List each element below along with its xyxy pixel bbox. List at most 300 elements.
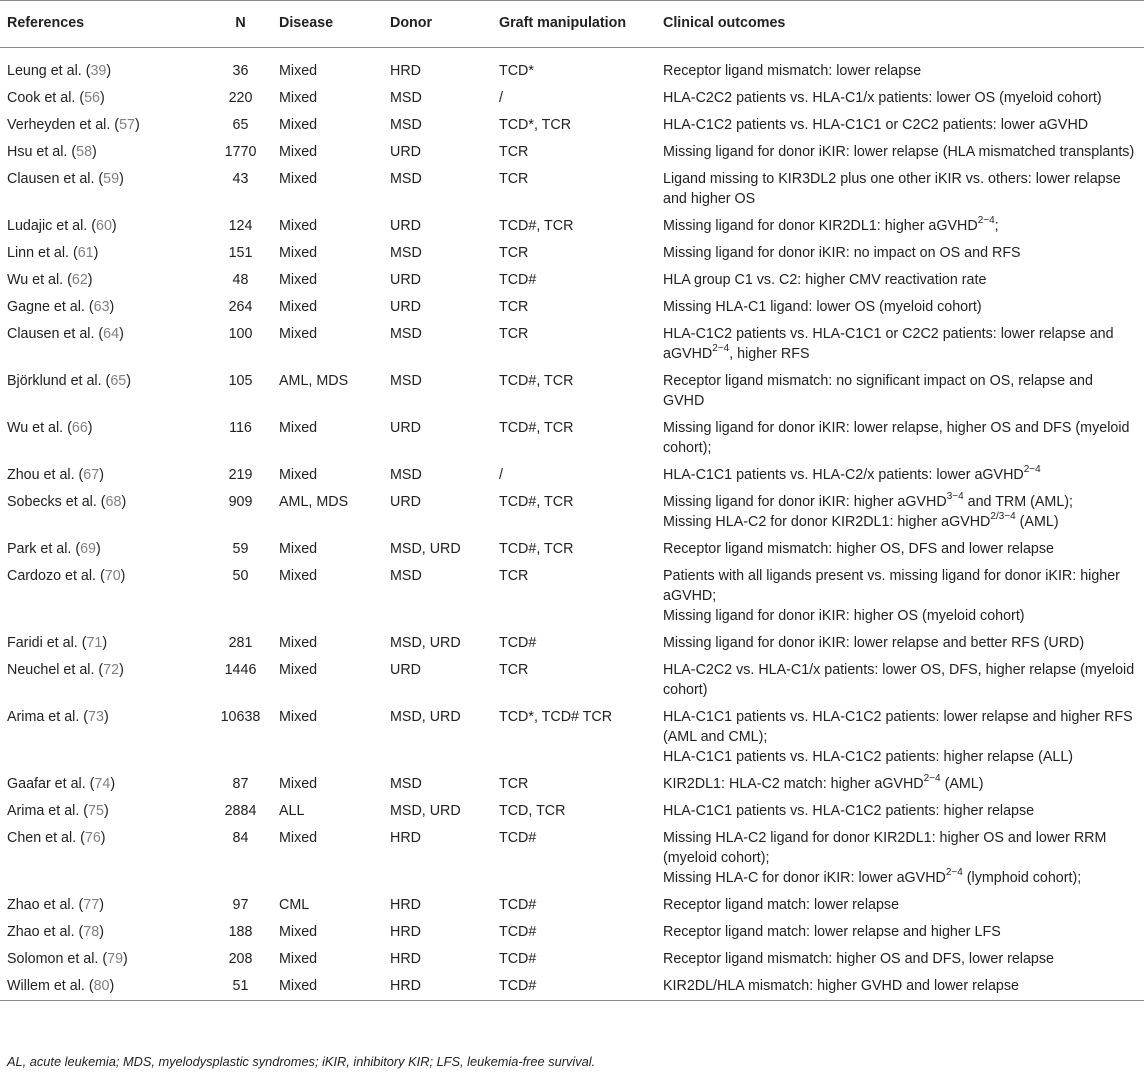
n-cell: 100 [228,326,253,342]
reference-cell [0,536,202,563]
donor-cell: URD [390,218,421,234]
donor-cell: URD [390,144,421,160]
closing-paren: ) [96,541,101,557]
closing-paren: ) [103,709,109,725]
author-text: Zhou et al. ( [7,467,84,483]
graft-cell: / [499,467,503,483]
reference-link[interactable]: 79 [107,951,124,967]
graft-cell: TCD# [499,272,537,288]
outcome-cell [663,946,1144,973]
n-cell: 10638 [220,709,261,725]
outcome-line: HLA-C1C1 patients vs. HLA-C2/x patients: lower aGVHD$^{2-4}$ [663,464,1041,483]
reference-link[interactable]: 63 [93,299,110,315]
n-cell: 208 [228,951,253,967]
reference-link[interactable]: 62 [71,272,88,288]
outcome-line: HLA-C1C2 patients vs. HLA-C1C1 or C2C2 patients: lower relapse and aGVHD$^{2-4}$, higher RFS [663,326,1114,362]
reference-link[interactable]: 60 [96,218,112,234]
graft-cell: TCD#, TCR [499,373,574,389]
outcome-line: HLA-C2C2 vs. HLA-C1/x patients: lower OS, DFS, higher relapse (myeloid cohort) [663,662,1135,698]
disease-cell: Mixed [279,218,318,234]
closing-paren: ) [87,420,93,436]
outcome-cell [663,489,1144,536]
reference-link[interactable]: 76 [84,830,101,846]
outcome-cell [663,536,1144,563]
disease-cell: Mixed [279,951,318,967]
n-cell: 51 [232,978,249,994]
table-row [0,112,1144,139]
author-text: Neuchel et al. ( [7,662,104,678]
author-text: Björklund et al. ( [7,373,111,389]
n-cell: 220 [228,90,253,106]
disease-cell: ALL [279,803,305,819]
superscript: 2−4 [945,867,963,879]
closing-paren: ) [119,662,124,678]
author-text: Gagne et al. ( [7,299,94,315]
closing-paren: ) [110,776,116,792]
outcome-line: Missing ligand for donor KIR2DL1: higher aGVHD$^{2-4}$; [663,215,999,234]
reference-link[interactable]: 39 [90,63,107,79]
donor-cell: HRD [390,830,421,846]
author-text: Gaafar et al. ( [7,776,95,792]
header-clinical-outcomes: Clinical outcomes [663,15,786,31]
table-row [0,657,1144,704]
n-cell: 84 [232,830,249,846]
donor-cell: MSD [390,90,422,106]
outcome-cell [663,462,1144,489]
author-text: Arima et al. ( [7,709,89,725]
closing-paren: ) [134,117,140,133]
reference-link[interactable]: 66 [71,420,88,436]
author-text: Clausen et al. ( [7,171,104,187]
n-cell: 1770 [224,144,257,160]
superscript: 2−4 [977,215,995,227]
outcome-cell [663,563,1144,630]
n-cell: 124 [228,218,253,234]
outcome-line: Missing HLA-C1 ligand: lower OS (myeloid cohort) [663,299,982,315]
superscript: 3−4 [946,491,964,503]
outcome-cell [663,798,1144,825]
disease-cell: AML, MDS [279,494,349,510]
n-cell: 188 [228,924,253,940]
closing-paren: ) [100,830,106,846]
reference-cell [0,919,202,946]
reference-link[interactable]: 70 [104,568,121,584]
closing-paren: ) [92,144,97,160]
outcome-line: KIR2DL1: HLA-C2 match: higher aGVHD$^{2-4}$ (AML) [663,773,984,792]
header-row [0,1,1144,48]
reference-link[interactable]: 78 [83,924,100,940]
table-row [0,213,1144,240]
outcome-line: Missing ligand for donor iKIR: higher OS (myeloid cohort) [663,608,1025,624]
outcome-line: Receptor ligand mismatch: higher OS, DFS and lower relapse [663,541,1054,557]
closing-paren: ) [119,326,124,342]
closing-paren: ) [99,90,105,106]
disease-cell: AML, MDS [279,373,349,389]
table-row [0,946,1144,973]
reference-cell [0,704,202,771]
reference-link[interactable]: 71 [86,635,103,651]
donor-cell: MSD [390,171,422,187]
outcome-line: Receptor ligand match: lower relapse [663,897,900,913]
table-row [0,139,1144,166]
table-row [0,771,1144,798]
closing-paren: ) [111,218,117,234]
author-text: Clausen et al. ( [7,326,104,342]
graft-cell: TCR [499,299,529,315]
author-text: Arima et al. ( [7,803,89,819]
reference-link[interactable]: 75 [88,803,104,819]
donor-cell: HRD [390,897,421,913]
disease-cell: Mixed [279,467,318,483]
graft-cell: TCR [499,662,529,678]
n-cell: 36 [232,63,249,79]
outcome-cell [663,657,1144,704]
n-cell: 43 [232,171,249,187]
reference-cell [0,973,202,1001]
author-text: Linn et al. ( [7,245,78,261]
outcome-cell [663,973,1144,1001]
outcome-cell [663,892,1144,919]
n-cell: 48 [232,272,249,288]
table-row [0,85,1144,112]
table-row [0,489,1144,536]
n-cell: 281 [228,635,253,651]
author-text: Chen et al. ( [7,830,85,846]
table-footnote: AL, acute leukemia; MDS, myelodysplastic syndromes; iKIR, inhibitory KIR; LFS, leukemia-free survival. [7,1054,596,1069]
graft-cell: TCD#, TCR [499,494,574,510]
table-row [0,240,1144,267]
reference-link[interactable]: 64 [103,326,120,342]
reference-link[interactable]: 58 [76,144,93,160]
header-n: N [235,15,246,31]
reference-link[interactable]: 65 [110,373,127,389]
disease-cell: Mixed [279,144,318,160]
author-text: Zhao et al. ( [7,897,84,913]
disease-cell: Mixed [279,420,318,436]
outcome-cell [663,112,1144,139]
graft-cell: TCD#, TCR [499,218,574,234]
reference-cell [0,946,202,973]
outcome-cell [663,415,1144,462]
donor-cell: MSD [390,117,422,133]
donor-cell: HRD [390,978,421,994]
outcome-line: KIR2DL/HLA mismatch: higher GVHD and lower relapse [663,978,1019,994]
outcome-line: Missing HLA-C for donor iKIR: lower aGVHD$^{2-4}$ (lymphoid cohort); [663,867,1082,886]
closing-paren: ) [106,63,112,79]
author-text: Park et al. ( [7,541,81,557]
closing-paren: ) [93,245,99,261]
disease-cell: Mixed [279,63,318,79]
outcome-cell [663,166,1144,213]
outcome-line: Missing HLA-C2 ligand for donor KIR2DL1: higher OS and lower RRM (myeloid cohort); [663,830,1107,866]
author-text: Cook et al. ( [7,90,85,106]
author-text: Zhao et al. ( [7,924,84,940]
donor-cell: MSD [390,373,422,389]
outcome-line: Receptor ligand mismatch: lower relapse [663,63,922,79]
disease-cell: Mixed [279,541,318,557]
outcome-line: Receptor ligand match: lower relapse and higher LFS [663,924,1001,940]
disease-cell: Mixed [279,568,318,584]
disease-cell: Mixed [279,117,318,133]
n-cell: 264 [228,299,253,315]
superscript: 2/3−4 [990,511,1016,523]
graft-cell: TCD# [499,830,537,846]
outcome-line: HLA group C1 vs. C2: higher CMV reactivation rate [663,272,987,288]
outcome-cell [663,139,1144,166]
outcome-cell [663,771,1144,798]
graft-cell: / [499,90,503,106]
graft-cell: TCD* [499,63,534,79]
outcome-line: Receptor ligand mismatch: higher OS and DFS, lower relapse [663,951,1054,967]
reference-cell [0,267,202,294]
donor-cell: URD [390,420,421,436]
donor-cell: URD [390,662,421,678]
disease-cell: Mixed [279,709,318,725]
graft-cell: TCD#, TCR [499,541,574,557]
graft-cell: TCR [499,245,529,261]
reference-link[interactable]: 61 [77,245,94,261]
outcome-line: HLA-C1C1 patients vs. HLA-C1C2 patients: lower relapse and higher RFS (AML and CML); [663,709,1133,745]
author-text: Cardozo et al. ( [7,568,105,584]
donor-cell: MSD [390,467,422,483]
n-cell: 116 [229,420,252,436]
n-cell: 59 [232,541,249,557]
donor-cell: URD [390,299,421,315]
table-row [0,563,1144,630]
disease-cell: Mixed [279,245,318,261]
reference-cell [0,462,202,489]
n-cell: 909 [228,494,253,510]
closing-paren: ) [126,373,131,389]
disease-cell: Mixed [279,978,318,994]
table-row [0,919,1144,946]
outcome-line: Missing ligand for donor iKIR: lower relapse, higher OS and DFS (myeloid cohort); [663,420,1130,456]
donor-cell: HRD [390,951,421,967]
outcome-line: Missing ligand for donor iKIR: lower relapse and better RFS (URD) [663,635,1085,651]
closing-paren: ) [87,272,93,288]
reference-cell [0,85,202,112]
graft-cell: TCD*, TCR [499,117,572,133]
graft-cell: TCR [499,568,529,584]
table-row [0,536,1144,563]
table-row [0,973,1144,1001]
disease-cell: Mixed [279,326,318,342]
table-row [0,825,1144,892]
closing-paren: ) [119,171,124,187]
outcome-line: Missing ligand for donor iKIR: higher aGVHD$^{3-4}$ and TRM (AML); [663,491,1074,510]
reference-cell [0,48,202,86]
reference-cell [0,798,202,825]
donor-cell: MSD [390,245,422,261]
outcome-cell [663,294,1144,321]
header-disease: Disease [279,15,334,31]
disease-cell: Mixed [279,776,318,792]
disease-cell: Mixed [279,90,318,106]
reference-cell [0,630,202,657]
reference-link[interactable]: 72 [103,662,120,678]
reference-link[interactable]: 74 [94,776,111,792]
reference-cell [0,213,202,240]
n-cell: 105 [228,373,253,389]
reference-link[interactable]: 69 [80,541,97,557]
graft-cell: TCR [499,776,529,792]
author-text: Wu et al. ( [7,272,72,288]
reference-cell [0,166,202,213]
outcome-line: HLA-C1C1 patients vs. HLA-C1C2 patients: higher relapse [663,803,1035,819]
author-text: Wu et al. ( [7,420,72,436]
donor-cell: MSD, URD [390,635,461,651]
table-row [0,704,1144,771]
graft-cell: TCD, TCR [499,803,566,819]
closing-paren: ) [109,299,115,315]
outcome-line: Ligand missing to KIR3DL2 plus one other iKIR vs. others: lower relapse and higher OS [663,171,1121,207]
reference-cell [0,240,202,267]
superscript: 2−4 [1023,464,1041,476]
closing-paren: ) [123,951,128,967]
reference-link[interactable]: 56 [84,90,100,106]
outcome-line: Receptor ligand mismatch: no significant impact on OS, relapse and GVHD [663,373,1093,409]
graft-cell: TCD# [499,635,537,651]
n-cell: 2884 [224,803,257,819]
outcome-line: Missing HLA-C2 for donor KIR2DL1: higher aGVHD$^{2/3-4}$ (AML) [663,511,1059,530]
table-row [0,798,1144,825]
author-text: Sobecks et al. ( [7,494,106,510]
donor-cell: MSD, URD [390,709,461,725]
graft-cell: TCD# [499,951,537,967]
outcome-line: HLA-C2C2 patients vs. HLA-C1/x patients: lower OS (myeloid cohort) [663,90,1102,106]
n-cell: 65 [232,117,249,133]
donor-cell: URD [390,494,421,510]
reference-link[interactable]: 73 [88,709,104,725]
reference-cell [0,112,202,139]
disease-cell: Mixed [279,171,318,187]
reference-link[interactable]: 80 [93,978,110,994]
graft-cell: TCR [499,144,529,160]
graft-cell: TCR [499,326,529,342]
outcome-cell [663,630,1144,657]
outcome-line: Missing ligand for donor iKIR: no impact on OS and RFS [663,245,1021,261]
donor-cell: MSD, URD [390,803,461,819]
table-row [0,415,1144,462]
outcome-cell [663,240,1144,267]
author-text: Leung et al. ( [7,63,91,79]
outcome-cell [663,825,1144,892]
author-text: Faridi et al. ( [7,635,87,651]
outcome-cell [663,48,1144,86]
reference-link[interactable]: 77 [83,897,100,913]
outcome-line: Patients with all ligands present vs. missing ligand for donor iKIR: higher aGVHD; [663,568,1120,604]
reference-cell [0,825,202,892]
superscript: 2−4 [923,773,941,785]
outcome-cell [663,267,1144,294]
disease-cell: Mixed [279,272,318,288]
n-cell: 219 [228,467,253,483]
table-row [0,892,1144,919]
disease-cell: Mixed [279,662,318,678]
reference-cell [0,771,202,798]
reference-cell [0,139,202,166]
reference-cell [0,368,202,415]
outcome-cell [663,321,1144,368]
graft-cell: TCD*, TCD# TCR [499,709,613,725]
reference-cell [0,489,202,536]
graft-cell: TCD#, TCR [499,420,574,436]
author-text: Hsu et al. ( [7,144,77,160]
n-cell: 50 [232,568,249,584]
reference-link[interactable]: 68 [105,494,122,510]
author-text: Solomon et al. ( [7,951,108,967]
table-row [0,166,1144,213]
closing-paren: ) [120,568,126,584]
outcome-cell [663,704,1144,771]
closing-paren: ) [99,897,104,913]
reference-cell [0,892,202,919]
author-text: Verheyden et al. ( [7,117,120,133]
superscript: 2−4 [712,343,730,355]
outcome-cell [663,85,1144,112]
donor-cell: MSD, URD [390,541,461,557]
closing-paren: ) [103,803,109,819]
disease-cell: CML [279,897,310,913]
reference-cell [0,657,202,704]
table-row [0,267,1144,294]
reference-cell [0,321,202,368]
disease-cell: Mixed [279,830,318,846]
table-row [0,462,1144,489]
donor-cell: HRD [390,63,421,79]
disease-cell: Mixed [279,635,318,651]
header-graft-manipulation: Graft manipulation [499,15,627,31]
table-row [0,321,1144,368]
outcome-cell [663,919,1144,946]
donor-cell: HRD [390,924,421,940]
reference-link[interactable]: 59 [103,171,120,187]
table-row [0,368,1144,415]
n-cell: 151 [228,245,253,261]
table-row [0,48,1144,86]
reference-cell [0,415,202,462]
donor-cell: MSD [390,776,422,792]
donor-cell: MSD [390,568,422,584]
reference-cell [0,294,202,321]
closing-paren: ) [99,924,104,940]
graft-cell: TCD# [499,924,537,940]
outcome-cell [663,368,1144,415]
closing-paren: ) [99,467,104,483]
author-text: Willem et al. ( [7,978,94,994]
graft-cell: TCD# [499,978,537,994]
table-row [0,630,1144,657]
graft-cell: TCD# [499,897,537,913]
outcome-cell [663,213,1144,240]
closing-paren: ) [102,635,108,651]
closing-paren: ) [121,494,127,510]
reference-link[interactable]: 67 [83,467,100,483]
outcome-line: Missing ligand for donor iKIR: lower relapse (HLA mismatched transplants) [663,144,1135,160]
n-cell: 1446 [224,662,257,678]
n-cell: 87 [232,776,249,792]
disease-cell: Mixed [279,299,318,315]
disease-cell: Mixed [279,924,318,940]
reference-link[interactable]: 57 [119,117,135,133]
outcome-line: HLA-C1C1 patients vs. HLA-C1C2 patients: higher relapse (ALL) [663,749,1074,765]
header-references: References [7,15,85,31]
reference-cell [0,563,202,630]
table-row [0,294,1144,321]
closing-paren: ) [109,978,115,994]
donor-cell: MSD [390,326,422,342]
n-cell: 97 [232,897,249,913]
